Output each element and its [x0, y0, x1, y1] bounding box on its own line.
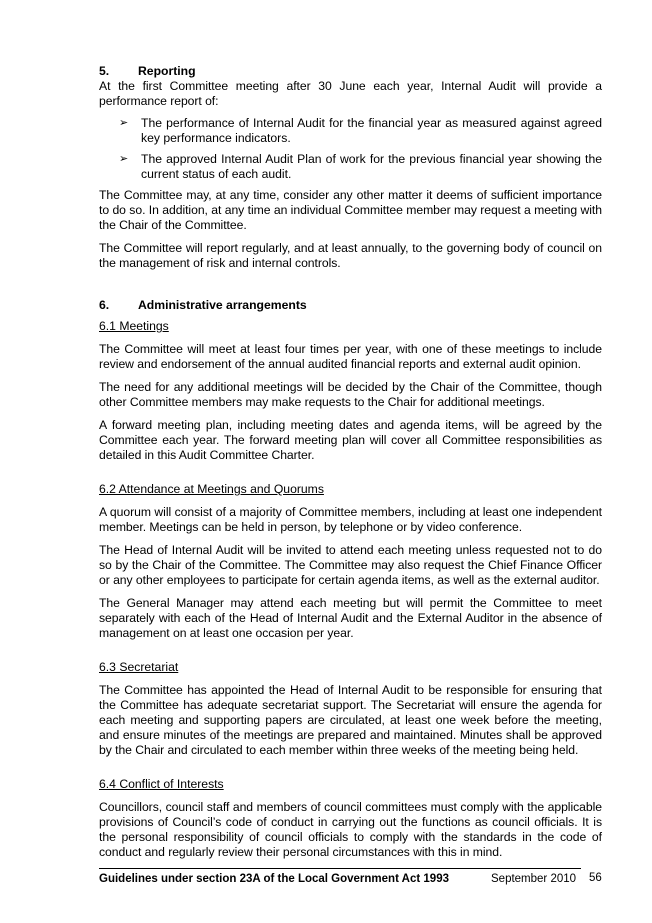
arrow-bullet-icon: ➢	[119, 153, 129, 165]
secretariat-paragraph: The Committee has appointed the Head of Internal Audit to be responsible for ensuring that the Committee has adequate secretariat support. The Secretariat will ensure the agenda for each meeting and supporting papers are circulated, at least one week before the meeting, and ensure minutes of the meetings are prepared and maintained. Minutes shall be approved by the Chair and circulated to each member within three weeks of the meeting being held.	[99, 683, 602, 757]
bullet-text: The approved Internal Audit Plan of work for the previous financial year showing the current status of each audit.	[141, 152, 602, 181]
subsection-heading-secretariat: 6.3 Secretariat	[99, 660, 179, 674]
meetings-paragraph: The Committee will meet at least four times per year, with one of these meetings to include review and endorsement of the annual audited financial reports and external audit opinion.	[99, 342, 602, 371]
reporting-bullet-list	[99, 116, 602, 182]
conflict-paragraph: Councillors, council staff and members of council committees must comply with the applicable provisions of Council’s code of conduct in carrying out the functions as council officials. It is the personal responsibility of council officials to comply with the standards in the code of conduct and regularly review their personal circumstances with this in mind.	[99, 800, 602, 859]
section-6-title: Administrative arrangements	[138, 298, 307, 312]
attendance-paragraph: A quorum will consist of a majority of Committee members, including at least one independent member. Meetings can be held in person, by telephone or by video conference.	[99, 505, 602, 534]
section-5-heading	[99, 64, 602, 79]
meetings-paragraph: The need for any additional meetings will be decided by the Chair of the Committee, though other Committee members may make requests to the Chair for additional meetings.	[99, 380, 602, 409]
footer-title: Guidelines under section 23A of the Local Government Act 1993	[99, 873, 449, 885]
section-5-number: 5.	[99, 64, 110, 78]
subsection-heading-conflict: 6.4 Conflict of Interests	[99, 777, 224, 791]
bullet-text: The performance of Internal Audit for the financial year as measured against agreed key performance indicators.	[141, 116, 602, 145]
section-5-paragraph: The Committee may, at any time, consider any other matter it deems of sufficient importance to do so. In addition, at any time an individual Committee member may request a meeting with the Chair of the Committee.	[99, 188, 602, 232]
subsection-heading-attendance: 6.2 Attendance at Meetings and Quorums	[99, 482, 324, 496]
list-item	[99, 116, 602, 146]
attendance-paragraph: The General Manager may attend each meeting but will permit the Committee to meet separately with each of the Head of Internal Audit and the External Auditor in the absence of management on at least one occasion per year.	[99, 596, 602, 640]
page-content	[99, 64, 602, 860]
footer-date: September 2010	[491, 873, 577, 885]
page-number: 56	[589, 872, 602, 884]
arrow-bullet-icon: ➢	[119, 117, 129, 129]
section-6-number: 6.	[99, 298, 110, 312]
section-5-paragraph: The Committee will report regularly, and at least annually, to the governing body of council on the management of risk and internal controls.	[99, 241, 602, 270]
section-6-heading	[99, 298, 602, 313]
section-5-intro: At the first Committee meeting after 30 June each year, Internal Audit will provide a performance report of:	[99, 79, 602, 108]
subsection-heading-meetings: 6.1 Meetings	[99, 319, 169, 333]
section-5-title: Reporting	[138, 64, 196, 78]
meetings-paragraph: A forward meeting plan, including meeting dates and agenda items, will be agreed by the Committee each year. The forward meeting plan will cover all Committee responsibilities as detailed in this Audit Committee Charter.	[99, 418, 602, 462]
footer-divider	[99, 868, 581, 869]
page-footer	[99, 872, 604, 887]
list-item	[99, 152, 602, 182]
attendance-paragraph: The Head of Internal Audit will be invited to attend each meeting unless requested not to do so by the Chair of the Committee. The Committee may also request the Chief Finance Officer or any other employees to participate for certain agenda items, as well as the external auditor.	[99, 543, 602, 587]
